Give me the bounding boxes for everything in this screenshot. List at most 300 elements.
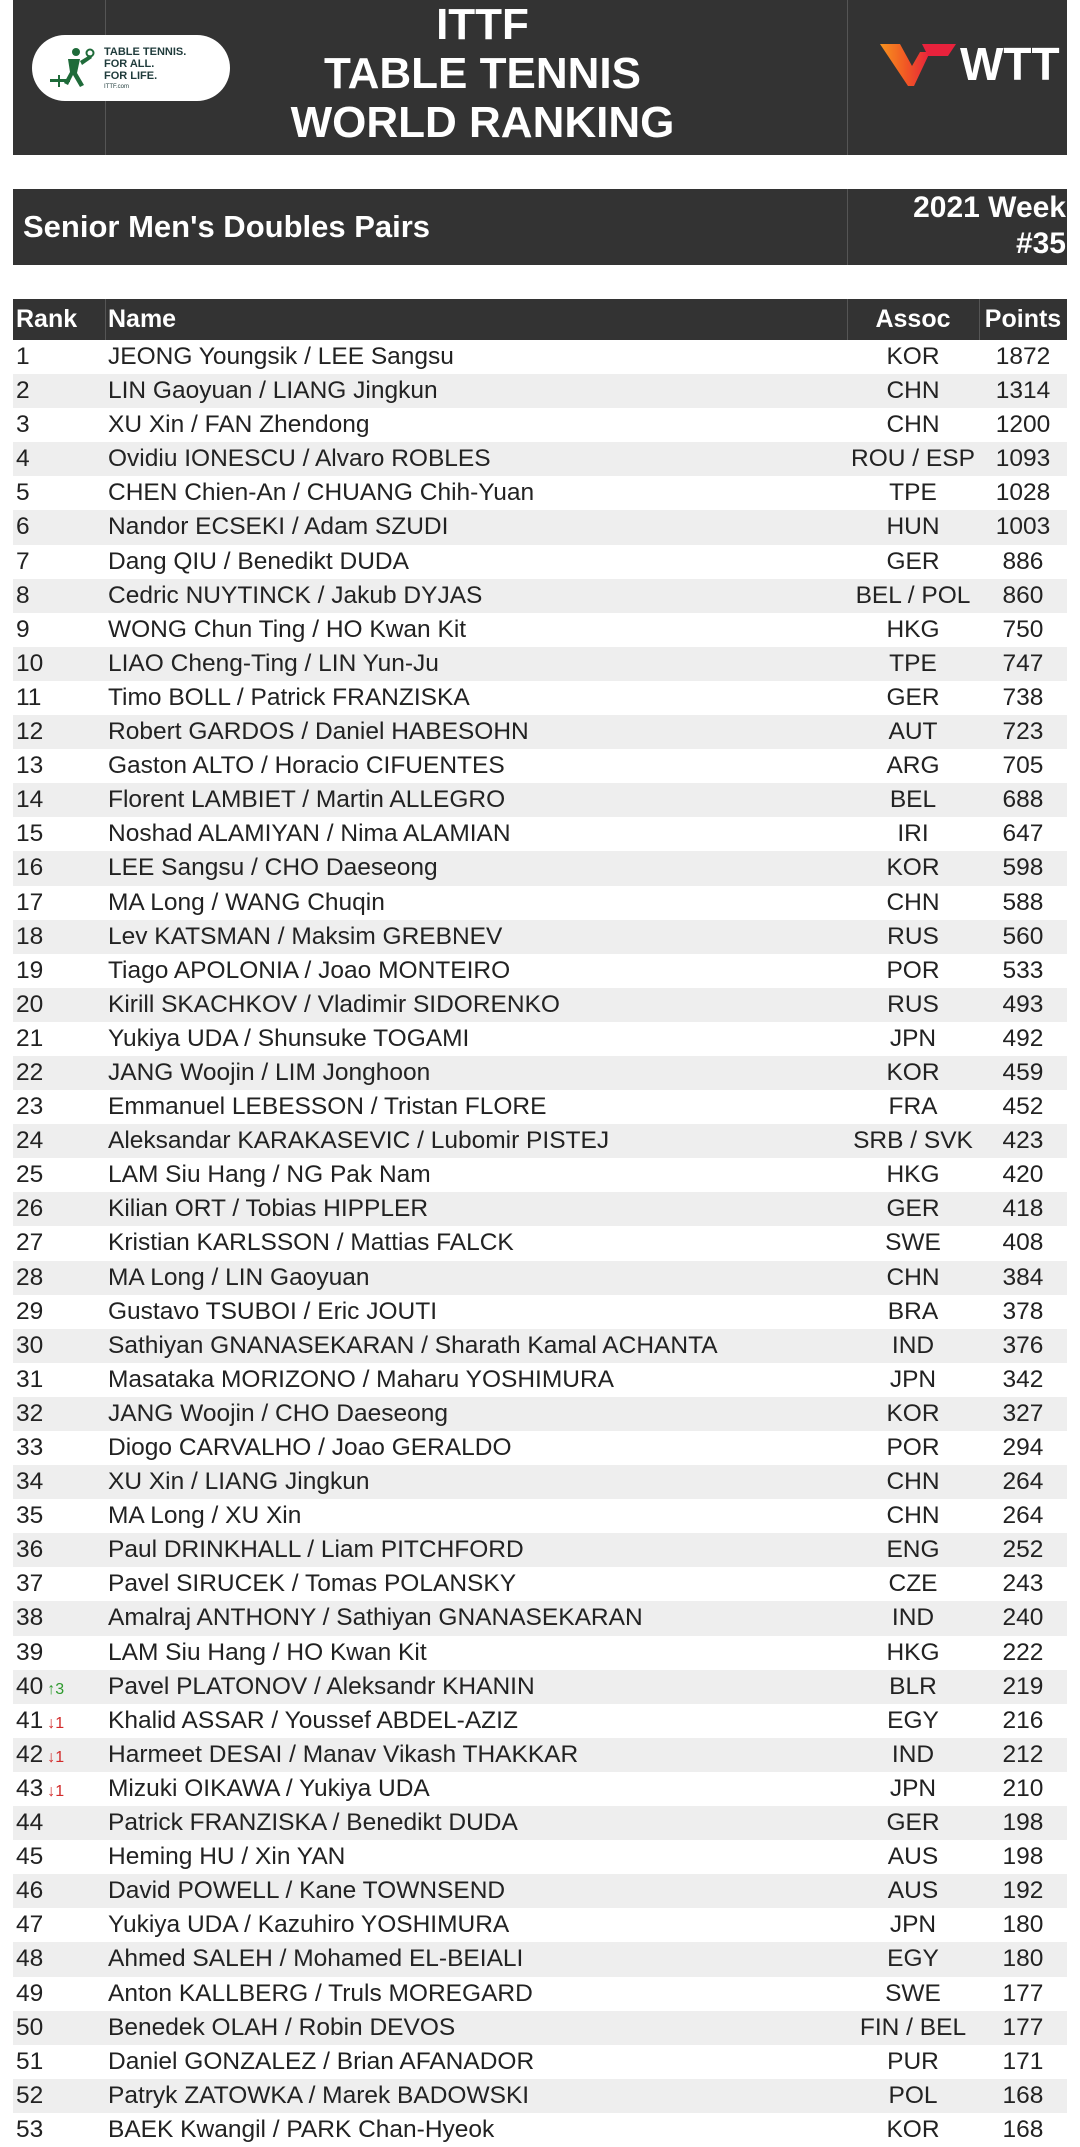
pair-name: JANG Woojin / LIM Jonghoon (108, 1058, 431, 1086)
assoc-code: RUS (887, 922, 939, 950)
points-value: 198 (1002, 1809, 1044, 1837)
points-value: 598 (1002, 854, 1044, 882)
pair-name: Lev KATSMAN / Maksim GREBNEV (108, 922, 503, 950)
table-row (13, 715, 1067, 749)
assoc-code: IND (891, 1740, 935, 1768)
rank-value: 18 (16, 922, 44, 950)
rank-value: 39 (16, 1638, 44, 1666)
rank-cell (16, 1465, 43, 1499)
week-number: #35 (1015, 227, 1066, 260)
points-value: 376 (1002, 1331, 1044, 1359)
assoc-code: IND (891, 1604, 935, 1632)
rank-value: 35 (16, 1502, 44, 1530)
points-value: 177 (1002, 1979, 1044, 2007)
table-row (13, 851, 1067, 885)
assoc-code: JPN (889, 1365, 937, 1393)
assoc-code: TPE (889, 649, 937, 677)
table-header (13, 299, 1067, 340)
rank-value: 5 (16, 479, 30, 507)
table-row (13, 1636, 1067, 1670)
rank-value: 25 (16, 1161, 44, 1189)
column-header-name: Name (108, 305, 177, 333)
table-row (13, 749, 1067, 783)
table-row (13, 1533, 1067, 1567)
points-value: 243 (1002, 1570, 1044, 1598)
table-row (13, 1772, 1067, 1806)
rank-value: 50 (16, 2013, 44, 2041)
points-value: 747 (1002, 649, 1044, 677)
pair-name: Daniel GONZALEZ / Brian AFANADOR (108, 2047, 535, 2075)
rank-value: 21 (16, 1024, 44, 1052)
pair-name: Paul DRINKHALL / Liam PITCHFORD (108, 1536, 524, 1564)
pair-name: Kirill SKACHKOV / Vladimir SIDORENKO (108, 990, 560, 1018)
rank-down-indicator: ↓1 (47, 1782, 65, 1800)
pair-name: Kilian ORT / Tobias HIPPLER (108, 1195, 429, 1223)
rank-cell (16, 1090, 43, 1124)
table-row (13, 2079, 1067, 2113)
points-value: 452 (1002, 1093, 1044, 1121)
rank-cell (16, 1158, 43, 1192)
table-row (13, 1499, 1067, 1533)
table-row (13, 1022, 1067, 1056)
pair-name: Benedek OLAH / Robin DEVOS (108, 2013, 456, 2041)
ittf-logo-url: ITTF.com (104, 84, 129, 90)
assoc-code: HKG (886, 1638, 940, 1666)
pair-name: LAM Siu Hang / NG Pak Nam (108, 1161, 431, 1189)
rank-value: 30 (16, 1331, 44, 1359)
table-row (13, 2113, 1067, 2147)
rank-value: 12 (16, 718, 44, 746)
assoc-code: AUT (888, 718, 938, 746)
assoc-code: FIN / BEL (859, 2013, 967, 2041)
rank-value: 45 (16, 1843, 44, 1871)
rank-cell (16, 2011, 43, 2045)
rank-cell (16, 1261, 43, 1295)
points-value: 647 (1002, 820, 1044, 848)
points-value: 198 (1002, 1843, 1044, 1871)
column-header-assoc: Assoc (875, 305, 951, 333)
rank-value: 44 (16, 1809, 44, 1837)
rank-cell (16, 749, 43, 783)
rank-value: 43 (16, 1774, 44, 1802)
rank-value: 41 (16, 1706, 44, 1734)
pair-name: Noshad ALAMIYAN / Nima ALAMIAN (108, 820, 511, 848)
ittf-logo-cell (13, 0, 187, 155)
rank-cell (16, 1124, 43, 1158)
points-value: 588 (1002, 888, 1044, 916)
assoc-code: FRA (888, 1093, 938, 1121)
assoc-code: BRA (887, 1297, 939, 1325)
rank-value: 20 (16, 990, 44, 1018)
rank-value: 2 (16, 377, 30, 405)
table-row (13, 1431, 1067, 1465)
rank-cell (16, 988, 43, 1022)
points-value: 560 (1002, 922, 1044, 950)
pair-name: MA Long / LIN Gaoyuan (108, 1263, 370, 1291)
table-row (13, 1738, 1067, 1772)
pair-name: Pavel SIRUCEK / Tomas POLANSKY (108, 1570, 517, 1598)
pair-name: Mizuki OIKAWA / Yukiya UDA (108, 1774, 430, 1802)
table-row (13, 442, 1067, 476)
assoc-code: CHN (886, 888, 940, 916)
pair-name: Robert GARDOS / Daniel HABESOHN (108, 718, 529, 746)
pair-name: JEONG Youngsik / LEE Sangsu (108, 343, 454, 370)
points-value: 210 (1002, 1774, 1044, 1802)
pair-name: Gustavo TSUBOI / Eric JOUTI (108, 1297, 438, 1325)
pair-name: Nandor ECSEKI / Adam SZUDI (108, 513, 449, 541)
points-value: 705 (1002, 752, 1044, 780)
points-value: 738 (1002, 683, 1044, 711)
pair-name: Khalid ASSAR / Youssef ABDEL-AZIZ (108, 1706, 518, 1734)
assoc-code: CHN (886, 377, 940, 405)
points-value: 1872 (995, 343, 1051, 370)
points-value: 1028 (995, 479, 1051, 507)
rank-value: 42 (16, 1740, 44, 1768)
assoc-code: POR (886, 956, 940, 984)
table-row (13, 2045, 1067, 2079)
assoc-code: SRB / SVK (853, 1127, 973, 1155)
points-value: 168 (1002, 2081, 1044, 2109)
ittf-logo-tagline: TABLE TENNIS. FOR ALL. FOR LIFE. (104, 46, 187, 82)
table-row (13, 1295, 1067, 1329)
title-line-2: TABLE TENNIS (324, 49, 641, 98)
assoc-code: SWE (885, 1979, 941, 2007)
table-row (13, 1090, 1067, 1124)
pair-name: WONG Chun Ting / HO Kwan Kit (108, 615, 467, 643)
rank-cell (16, 1056, 43, 1090)
pair-name: Patrick FRANZISKA / Benedikt DUDA (108, 1809, 518, 1837)
column-header-rank: Rank (16, 305, 78, 333)
points-value: 212 (1002, 1740, 1044, 1768)
rank-value: 11 (16, 683, 42, 711)
pair-name: Anton KALLBERG / Truls MOREGARD (108, 1979, 533, 2007)
rank-value: 22 (16, 1058, 44, 1086)
points-value: 180 (1002, 1945, 1044, 1973)
table-row (13, 1261, 1067, 1295)
rank-cell (16, 374, 30, 408)
rank-cell (16, 1704, 64, 1738)
table-row (13, 545, 1067, 579)
assoc-code: HKG (886, 615, 940, 643)
pair-name: Timo BOLL / Patrick FRANZISKA (108, 683, 470, 711)
points-value: 1093 (995, 445, 1051, 473)
points-value: 222 (1002, 1638, 1044, 1666)
points-value: 192 (1002, 1877, 1044, 1905)
rank-cell (16, 408, 30, 442)
table-row (13, 1192, 1067, 1226)
rank-value: 53 (16, 2115, 44, 2143)
rank-cell (16, 2079, 43, 2113)
points-value: 252 (1002, 1536, 1044, 1564)
table-row (13, 817, 1067, 851)
rank-value: 16 (16, 854, 44, 882)
rank-value: 37 (16, 1570, 44, 1598)
rank-value: 36 (16, 1536, 44, 1564)
rank-down-indicator: ↓1 (47, 1748, 65, 1766)
table-row (13, 1397, 1067, 1431)
title-line-1: ITTF (436, 0, 529, 49)
points-value: 860 (1002, 581, 1044, 609)
table-row (13, 886, 1067, 920)
assoc-code: CHN (886, 1502, 940, 1530)
rank-cell (16, 613, 30, 647)
table-row (13, 1329, 1067, 1363)
rank-cell (16, 783, 43, 817)
wtt-logo-cell (847, 0, 1068, 155)
assoc-code: CZE (888, 1570, 938, 1598)
rank-cell (16, 1363, 43, 1397)
table-body (13, 340, 1067, 2147)
pair-name: LAM Siu Hang / HO Kwan Kit (108, 1638, 427, 1666)
pair-name: Aleksandar KARAKASEVIC / Lubomir PISTEJ (108, 1127, 610, 1155)
assoc-code: CHN (886, 1263, 940, 1291)
table-row (13, 681, 1067, 715)
rank-cell (16, 1601, 43, 1635)
rank-cell (16, 1192, 43, 1226)
column-header-points: Points (984, 305, 1062, 333)
points-value: 533 (1002, 956, 1044, 984)
rank-value: 23 (16, 1093, 44, 1121)
table-row (13, 1874, 1067, 1908)
points-value: 1200 (995, 411, 1051, 439)
assoc-code: TPE (889, 479, 937, 507)
table-row (13, 1806, 1067, 1840)
rank-value: 26 (16, 1195, 44, 1223)
rank-cell (16, 817, 43, 851)
pair-name: Cedric NUYTINCK / Jakub DYJAS (108, 581, 483, 609)
table-row (13, 613, 1067, 647)
points-value: 177 (1002, 2013, 1044, 2041)
points-value: 171 (1002, 2047, 1044, 2075)
table-row (13, 1942, 1067, 1976)
pair-name: BAEK Kwangil / PARK Chan-Hyeok (108, 2115, 495, 2143)
table-row (13, 408, 1067, 442)
rank-cell (16, 1397, 43, 1431)
points-value: 420 (1002, 1161, 1044, 1189)
rank-cell (16, 2113, 43, 2147)
rank-cell (16, 545, 30, 579)
points-value: 750 (1002, 615, 1044, 643)
pair-name: Yukiya UDA / Kazuhiro YOSHIMURA (108, 1911, 510, 1939)
assoc-code: AUS (887, 1877, 939, 1905)
header-banner (13, 0, 1067, 155)
pair-name: Ovidiu IONESCU / Alvaro ROBLES (108, 445, 491, 473)
points-value: 384 (1002, 1263, 1044, 1291)
rank-cell (16, 1533, 43, 1567)
assoc-code: BLR (889, 1672, 937, 1700)
rank-value: 19 (16, 956, 44, 984)
points-value: 240 (1002, 1604, 1044, 1632)
pair-name: Heming HU / Xin YAN (108, 1843, 346, 1871)
pair-name: Sathiyan GNANASEKARAN / Sharath Kamal ACHANTA (108, 1331, 718, 1359)
points-value: 688 (1002, 786, 1044, 814)
rank-value: 1 (16, 343, 30, 370)
column-divider (105, 299, 106, 340)
rank-up-indicator: ↑3 (47, 1680, 65, 1698)
rank-cell (16, 1329, 43, 1363)
rank-cell (16, 1567, 43, 1601)
wtt-logo-icon (878, 40, 958, 90)
points-value: 423 (1002, 1127, 1044, 1155)
table-row (13, 476, 1067, 510)
pair-name: Diogo CARVALHO / Joao GERALDO (108, 1434, 512, 1461)
pair-name: Dang QIU / Benedikt DUDA (108, 547, 409, 575)
rank-value: 3 (16, 411, 30, 439)
table-row (13, 988, 1067, 1022)
rank-value: 7 (16, 547, 30, 575)
rank-value: 10 (16, 649, 44, 677)
table-row (13, 374, 1067, 408)
rank-value: 47 (16, 1911, 44, 1939)
assoc-code: GER (886, 1809, 940, 1837)
assoc-code: BEL (889, 786, 937, 814)
assoc-code: ARG (886, 752, 940, 780)
rank-cell (16, 1226, 43, 1260)
rank-cell (16, 1431, 43, 1465)
rank-value: 40 (16, 1672, 44, 1700)
table-row (13, 1567, 1067, 1601)
rank-cell (16, 1738, 64, 1772)
table-row (13, 783, 1067, 817)
points-value: 723 (1002, 718, 1044, 746)
week-label (913, 190, 1066, 262)
rank-cell (16, 886, 43, 920)
points-value: 1314 (995, 377, 1051, 405)
pair-name: JANG Woojin / CHO Daeseong (108, 1399, 448, 1427)
rank-value: 34 (16, 1468, 44, 1496)
points-value: 378 (1002, 1297, 1044, 1325)
table-row (13, 1977, 1067, 2011)
assoc-code: GER (886, 1195, 940, 1223)
rank-value: 49 (16, 1979, 44, 2007)
table-row (13, 1124, 1067, 1158)
table-row (13, 579, 1067, 613)
rank-value: 17 (16, 888, 44, 916)
pair-name: MA Long / XU Xin (108, 1502, 302, 1530)
pair-name: Amalraj ANTHONY / Sathiyan GNANASEKARAN (108, 1604, 643, 1632)
table-row (13, 1226, 1067, 1260)
points-value: 886 (1002, 547, 1044, 575)
rank-value: 15 (16, 820, 44, 848)
rank-cell (16, 647, 43, 681)
rank-cell (16, 1806, 43, 1840)
points-value: 492 (1002, 1024, 1044, 1052)
rank-value: 13 (16, 752, 44, 780)
points-value: 493 (1002, 990, 1044, 1018)
assoc-code: ENG (886, 1536, 940, 1564)
rank-value: 9 (16, 615, 30, 643)
table-row (13, 1056, 1067, 1090)
table-row (13, 340, 1067, 374)
assoc-code: POR (886, 1434, 940, 1461)
table-row (13, 1601, 1067, 1635)
assoc-code: RUS (887, 990, 939, 1018)
table-row (13, 1363, 1067, 1397)
rank-cell (16, 2045, 43, 2079)
pair-name: Kristian KARLSSON / Mattias FALCK (108, 1229, 514, 1257)
rank-value: 28 (16, 1263, 44, 1291)
pair-name: Harmeet DESAI / Manav Vikash THAKKAR (108, 1740, 579, 1768)
table-row (13, 954, 1067, 988)
rank-cell (16, 1636, 43, 1670)
rank-cell (16, 1908, 43, 1942)
rank-value: 14 (16, 786, 44, 814)
assoc-code: HKG (886, 1161, 940, 1189)
rank-cell (16, 954, 43, 988)
assoc-code: CHN (886, 411, 940, 439)
points-value: 418 (1002, 1195, 1044, 1223)
pair-name: Patryk ZATOWKA / Marek BADOWSKI (108, 2081, 530, 2109)
rank-down-indicator: ↓1 (47, 1714, 65, 1732)
week-year: 2021 Week (913, 191, 1066, 224)
rank-cell (16, 442, 30, 476)
table-row (13, 1840, 1067, 1874)
assoc-code: ROU / ESP (851, 445, 975, 473)
rank-value: 27 (16, 1229, 44, 1257)
pair-name: LEE Sangsu / CHO Daeseong (108, 854, 438, 882)
rank-value: 48 (16, 1945, 44, 1973)
rank-value: 8 (16, 581, 30, 609)
rank-cell (16, 476, 30, 510)
rank-value: 6 (16, 513, 30, 541)
ittf-player-icon (46, 45, 96, 91)
rank-cell (16, 1670, 64, 1704)
assoc-code: EGY (887, 1945, 939, 1973)
rank-cell (16, 851, 43, 885)
table-row (13, 510, 1067, 544)
pair-name: XU Xin / FAN Zhendong (108, 411, 370, 439)
assoc-code: KOR (886, 2115, 940, 2143)
assoc-code: IND (891, 1331, 935, 1359)
table-row (13, 1908, 1067, 1942)
pair-name: CHEN Chien-An / CHUANG Chih-Yuan (108, 479, 535, 507)
points-value: 180 (1002, 1911, 1044, 1939)
pair-name: Ahmed SALEH / Mohamed EL-BEIALI (108, 1945, 524, 1973)
assoc-code: GER (886, 683, 940, 711)
assoc-code: AUS (887, 1843, 939, 1871)
table-row (13, 2011, 1067, 2045)
rank-cell (16, 920, 43, 954)
rank-cell (16, 1840, 43, 1874)
rank-cell (16, 1942, 43, 1976)
points-value: 264 (1002, 1502, 1044, 1530)
points-value: 408 (1002, 1229, 1044, 1257)
rank-cell (16, 1772, 64, 1806)
pair-name: David POWELL / Kane TOWNSEND (108, 1877, 506, 1905)
pair-name: XU Xin / LIANG Jingkun (108, 1468, 370, 1496)
assoc-code: KOR (886, 1058, 940, 1086)
table-row (13, 647, 1067, 681)
points-value: 459 (1002, 1058, 1044, 1086)
category-title: Senior Men's Doubles Pairs (23, 209, 431, 244)
page-title (105, 0, 860, 155)
pair-name: Yukiya UDA / Shunsuke TOGAMI (108, 1024, 470, 1052)
category-bar (13, 189, 1067, 265)
pair-name: Tiago APOLONIA / Joao MONTEIRO (108, 956, 511, 984)
rank-cell (16, 1977, 43, 2011)
rank-value: 4 (16, 445, 30, 473)
assoc-code: KOR (886, 1399, 940, 1427)
rank-cell (16, 1295, 43, 1329)
points-value: 264 (1002, 1468, 1044, 1496)
points-value: 1003 (995, 513, 1051, 541)
pair-name: MA Long / WANG Chuqin (108, 888, 385, 916)
rank-cell (16, 1499, 43, 1533)
assoc-code: JPN (889, 1024, 937, 1052)
pair-name: Masataka MORIZONO / Maharu YOSHIMURA (108, 1365, 614, 1393)
points-value: 216 (1002, 1706, 1044, 1734)
pair-name: Florent LAMBIET / Martin ALLEGRO (108, 786, 506, 814)
